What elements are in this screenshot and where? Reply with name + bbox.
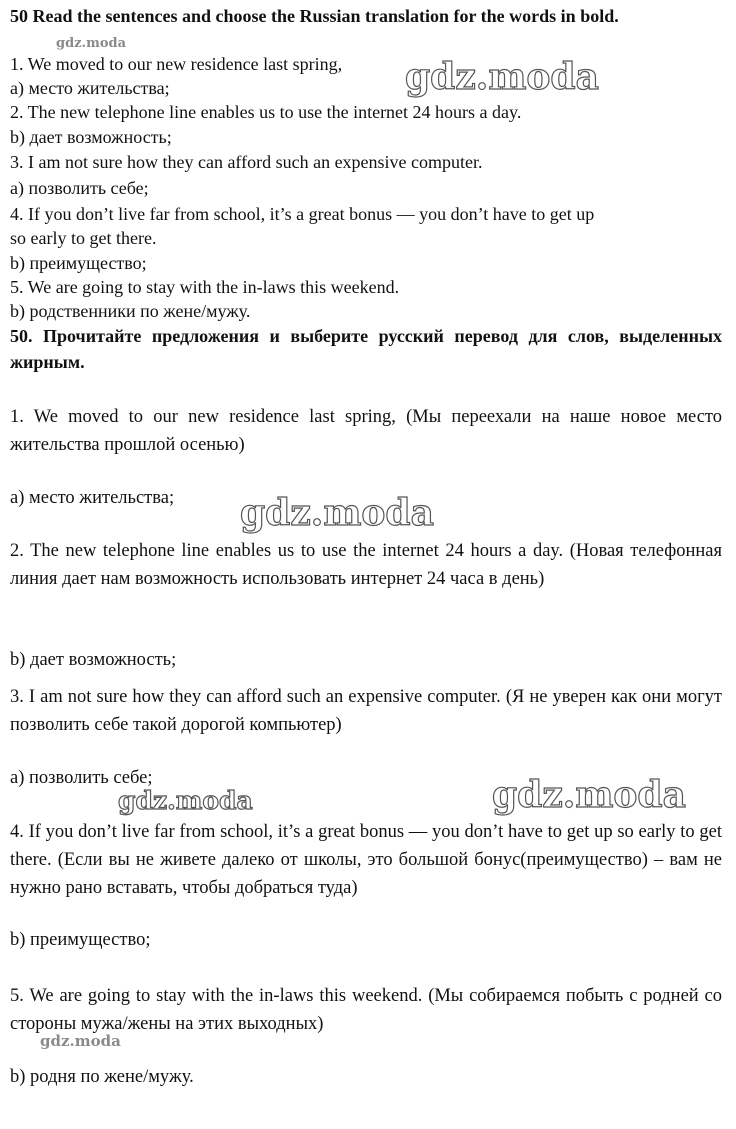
task1-line-2: a) место жительства; xyxy=(10,78,170,98)
task1-line-7: 4. If you don’t live far from school, it’s a great bonus — you don’t have to get up xyxy=(10,204,595,224)
task2-item-10: b) родня по жене/мужу. xyxy=(10,1067,194,1087)
task2-item-7: 4. If you don’t live far from school, it’s a great bonus — you don’t have to get up so early to get there. (Если вы не живете далеко от школы, это большой бонус(преимущество) – вам не нужно рано вставать, чтобы добраться туда) xyxy=(10,822,722,898)
watermark-small-1: gdz.moda xyxy=(56,36,127,51)
task2-item-3: 2. The new telephone line enables us to use the internet 24 hours a day. (Новая телефонная линия дает нам возможность использовать интернет 24 часа в день) xyxy=(10,541,722,589)
task1-line-10: 5. We are going to stay with the in-laws this weekend. xyxy=(10,277,400,297)
task2-item-5: 3. I am not sure how they can afford such an expensive computer. (Я не уверен как они могут позволить себе такой дорогой компьютер) xyxy=(10,687,722,735)
task1-line-9: b) преимущество; xyxy=(10,253,147,273)
task1-line-11: b) родственники по жене/мужу. xyxy=(10,301,251,321)
watermark-large-1: gdz.moda xyxy=(405,56,599,98)
task2-item-8: b) преимущество; xyxy=(10,930,151,950)
watermark-small-2: gdz.moda xyxy=(40,1032,121,1050)
task1-title-line1 xyxy=(10,4,722,28)
task1-line-8: so early to get there. xyxy=(10,228,157,248)
task2-item-2: a) место жительства; xyxy=(10,488,175,508)
watermark-medium-1: gdz.moda xyxy=(118,786,253,815)
task1-line-6: a) позволить себе; xyxy=(10,178,149,198)
task2-item-4: b) дает возможность; xyxy=(10,650,177,670)
task2-title: 50. Прочитайте предложения и выберите русский перевод для слов, выделенных жирным. xyxy=(10,326,722,372)
task1-line-3: 2. The new telephone line enables us to use the internet 24 hours a day. xyxy=(10,102,522,122)
task2-item-1: 1. We moved to our new residence last spring, (Мы переехали на наше новое место жительства прошлой осенью) xyxy=(10,407,722,455)
task2-item-6: a) позволить себе; xyxy=(10,768,153,788)
watermark-large-3: gdz.moda xyxy=(492,774,686,816)
task1-line-4: b) дает возможность; xyxy=(10,127,172,147)
task1-line-1: 1. We moved to our new residence last spring, xyxy=(10,54,343,74)
task1-line-5: 3. I am not sure how they can afford such an expensive computer. xyxy=(10,152,483,172)
task2-item-9: 5. We are going to stay with the in-laws this weekend. (Мы собираемся побыть с родней со стороны мужа/жены на этих выходных) xyxy=(10,986,722,1034)
task1-title: 50 Read the sentences and choose the Russian translation for the words in bold. xyxy=(10,6,619,26)
watermark-large-2: gdz.moda xyxy=(240,492,434,534)
